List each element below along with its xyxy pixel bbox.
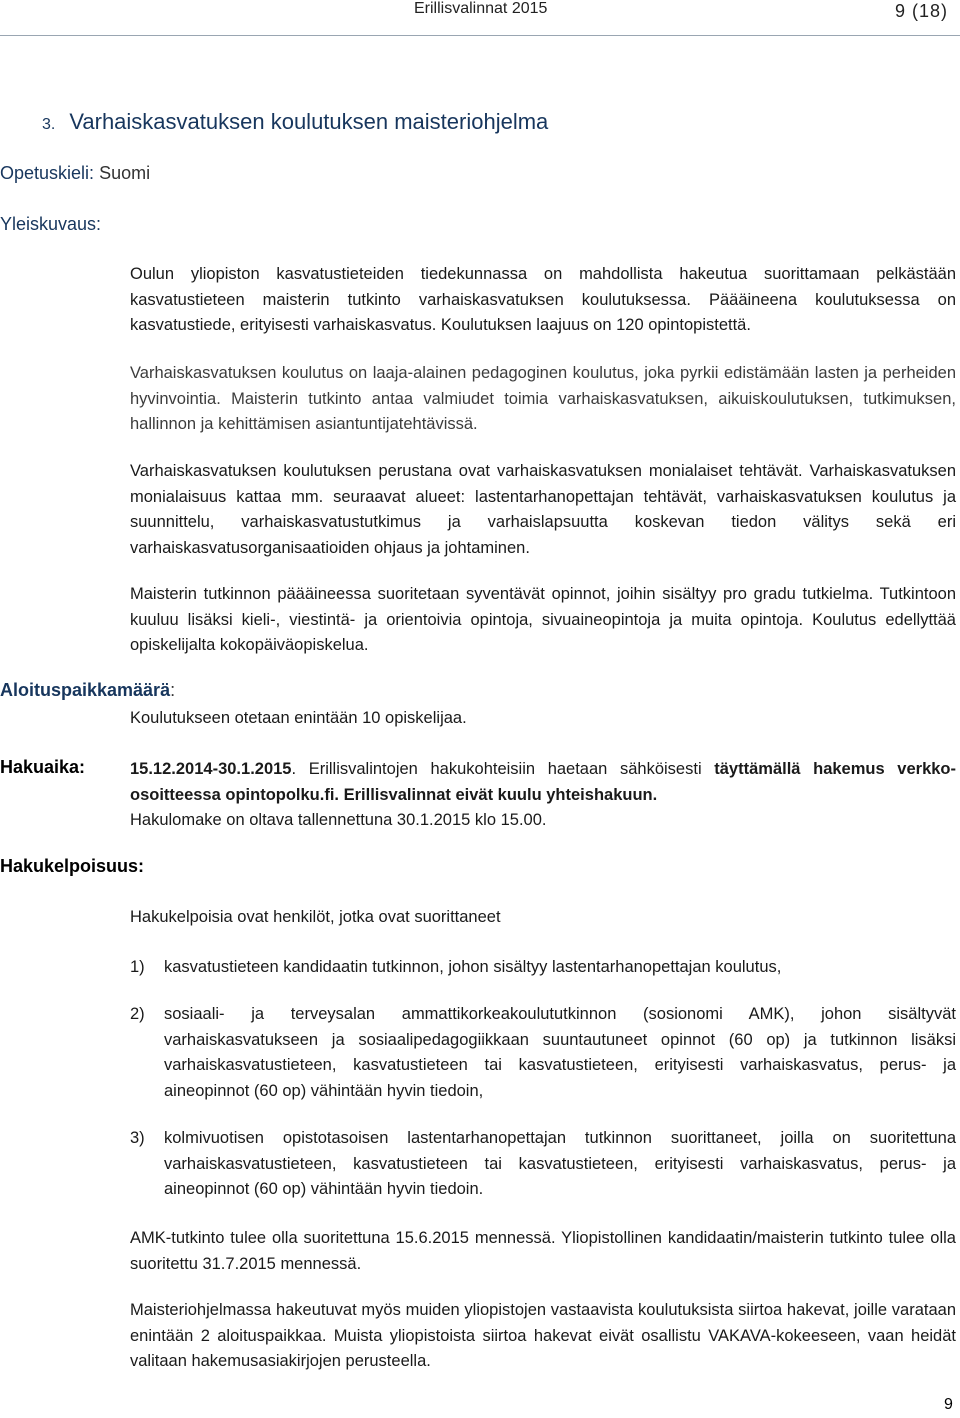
places-label-colon: :: [170, 680, 176, 700]
eligibility-intro: Hakukelpoisia ovat henkilöt, jotka ovat suorittaneet: [130, 908, 501, 926]
footer-page-number: 9: [944, 1396, 953, 1413]
overview-paragraph-2: Varhaiskasvatuksen koulutus on laaja-alainen pedagoginen koulutus, joka pyrkii edistämään lasten ja perheiden hyvinvointia. Maisterin tutkinto antaa valmiudet toimia varhaiskasvatuksen, aikuiskoulutuksen, tutkimuksen, hallinnon ja kehittämisen asiantuntijatehtävissä.: [130, 364, 956, 433]
eligibility-item-marker: 2): [130, 1005, 145, 1023]
eligibility-item-1: [130, 955, 956, 981]
eligibility-item-2: [130, 1002, 956, 1104]
overview-label: Yleiskuvaus:: [0, 214, 102, 234]
teaching-language-row: [0, 163, 150, 184]
application-period-text: [130, 757, 956, 834]
application-period-bold-b: Erillisvalinnat eivät kuulu yhteishakuun.: [343, 785, 658, 804]
header-title: Erillisvalinnat 2015: [414, 0, 548, 17]
application-period-deadline: Hakulomake on oltava tallennettuna 30.1.2015 klo 15.00.: [130, 811, 547, 829]
page-header: [0, 0, 960, 40]
places-label-row: [0, 680, 175, 701]
section-number: 3.: [42, 116, 56, 133]
overview-paragraph-1: Oulun yliopiston kasvatustieteiden tiedekunnassa on mahdollista hakeutua suorittamaan pelkästään kasvatustieteen maisterin tutkinto varhaiskasvatuksen koulutuksessa. Päääineena koulutuksessa on kasvatustiede, erityisesti varhaiskasvatus. Koulutuksen laajuus on 120 opintopistettä.: [130, 265, 956, 334]
teaching-language-label: Opetuskieli:: [0, 163, 95, 183]
header-page-number: 9 (18): [895, 1, 949, 21]
eligibility-item-text: kasvatustieteen kandidaatin tutkinnon, johon sisältyy lastentarhanopettajan koulutus,: [164, 958, 782, 976]
eligibility-label: Hakukelpoisuus:: [0, 856, 145, 876]
application-period-label: Hakuaika:: [0, 757, 86, 777]
transfer-note: Maisteriohjelmassa hakeutuvat myös muiden yliopistojen vastaavista koulutuksista siirtoa hakevat, joille varataan enintään 2 aloituspaikkaa. Muista yliopistoista siirtoa hakevat eivät osallistu VAKAVA-kokeeseen, vaan heidät valitaan hakemusasiakirjojen perusteella.: [130, 1301, 956, 1370]
header-divider: [0, 35, 960, 36]
application-period-bold-a: täyttämällä hakemus verkko-osoitteessa opintopolku.fi.: [130, 760, 956, 804]
eligibility-item-text: kolmivuotisen opistotasoisen lastentarhanopettajan tutkinnon suorittaneet, joilla on suoritettuna varhaiskasvatustieteen, kasvatustieteen tai kasvatustieteen, erityisesti varhaiskasvatus, perus- ja aineopinnot (60 op) vähintään hyvin tiedoin.: [164, 1129, 956, 1198]
eligibility-item-marker: 3): [130, 1129, 145, 1147]
eligibility-item-marker: 1): [130, 958, 145, 976]
places-label: Aloituspaikkamäärä: [0, 680, 171, 700]
section-heading: [42, 109, 548, 135]
application-period-dates: 15.12.2014-30.1.2015: [130, 760, 292, 778]
deadline-note: AMK-tutkinto tulee olla suoritettuna 15.6.2015 mennessä. Yliopistollinen kandidaatin/maisterin tutkinto tulee olla suoritettu 31.7.2015 mennessä.: [130, 1229, 956, 1273]
eligibility-item-3: [130, 1126, 956, 1203]
application-period-text-a: . Erillisvalintojen hakukohteisiin haetaan sähköisesti: [291, 760, 715, 778]
eligibility-item-text: sosiaali- ja terveysalan ammattikorkeakoulututkinnon (sosionomi AMK), johon sisältyvät varhaiskasvatukseen ja sosiaalipedagogiikkaan suuntautuneet opinnot (60 op) ja tutkinnon lisäksi varhaiskasvatustieteen, kasvatustieteen tai kasvatustieteen, erityisesti varhaiskasvatus, perus- ja aineopinnot (60 op) vähintään hyvin tiedoin,: [164, 1005, 956, 1100]
overview-paragraph-4: Maisterin tutkinnon päääineessa suoritetaan syventävät opinnot, joihin sisältyy pro gradu tutkielma. Tutkintoon kuuluu lisäksi kieli-, viestintä- ja orientoivia opintoja, sivuaineopintoja ja muita opintoja. Koulutus edellyttää opiskelijalta kokopäiväopiskelua.: [130, 585, 956, 654]
section-title: Varhaiskasvatuksen koulutuksen maisteriohjelma: [69, 109, 549, 134]
places-text: Koulutukseen otetaan enintään 10 opiskelijaa.: [130, 709, 467, 727]
overview-paragraph-3: Varhaiskasvatuksen koulutuksen perustana ovat varhaiskasvatuksen monialaiset tehtävät. Varhaiskasvatuksen monialaisuus kattaa mm. seuraavat alueet: lastentarhanopettajan tehtävät, varhaiskasvatuksen koulutus ja suunnittelu, varhaiskasvatustutkimus ja varhaislapsuutta koskevan tiedon välitys sekä eri varhaiskasvatusorganisaatioiden ohjaus ja johtaminen.: [130, 462, 956, 557]
teaching-language-value: Suomi: [99, 163, 151, 183]
